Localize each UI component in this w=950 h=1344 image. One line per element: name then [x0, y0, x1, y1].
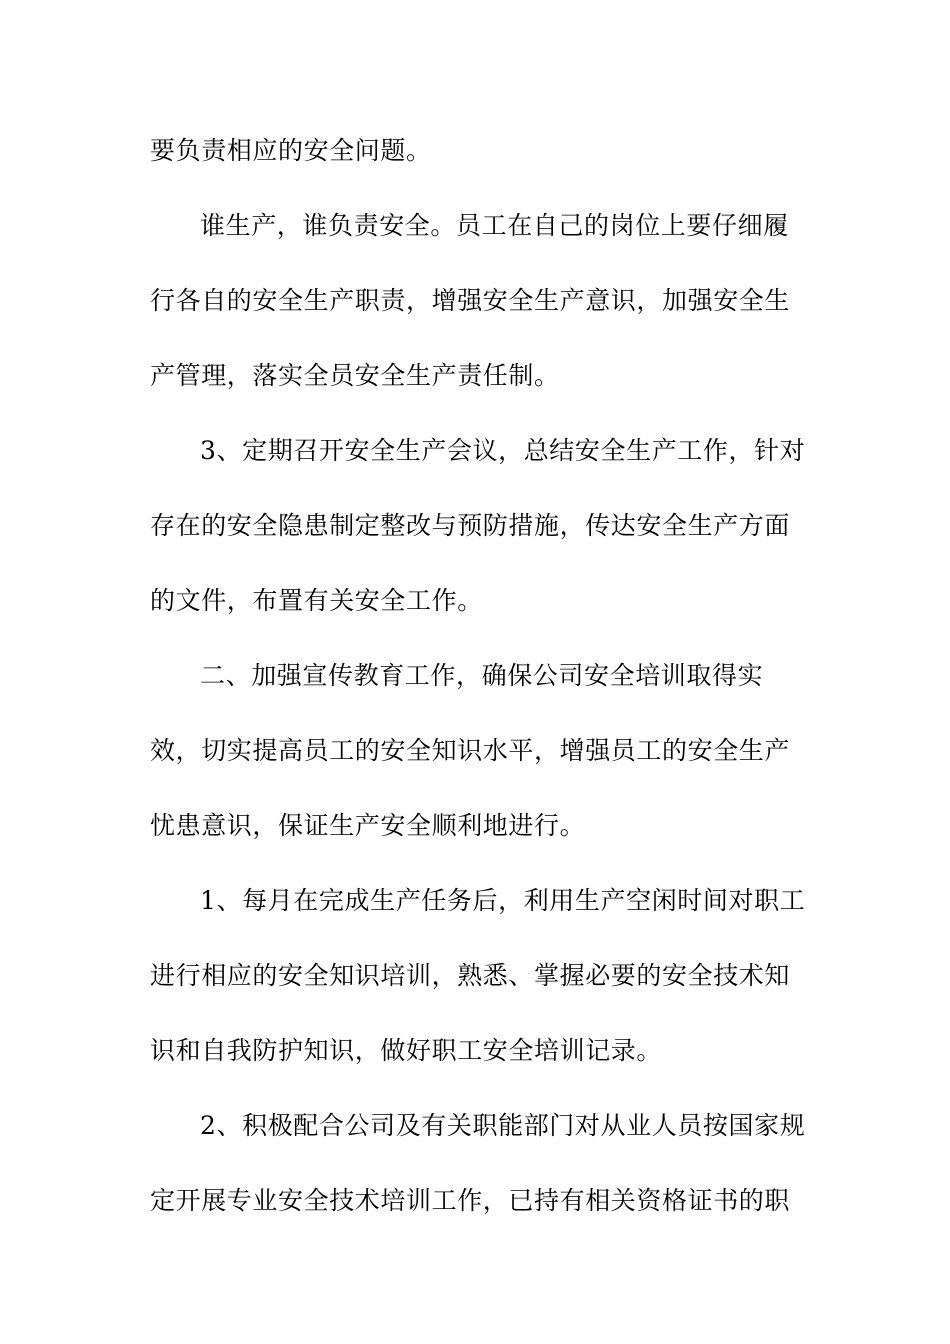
paragraph-start-line: 1、每月在完成生产任务后，利用生产空闲时间对职工 — [200, 886, 806, 915]
text-line: 的文件，布置有关安全工作。 — [150, 586, 483, 615]
document-body — [150, 126, 810, 1251]
text-line: 进行相应的安全知识培训，熟悉、掌握必要的安全技术知 — [150, 961, 791, 990]
text-line: 定开展专业安全技术培训工作，已持有相关资格证书的职 — [150, 1186, 791, 1215]
paragraph-start-line: 谁生产，谁负责安全。员工在自己的岗位上要仔细履 — [200, 211, 789, 240]
text-line: 存在的安全隐患制定整改与预防措施，传达安全生产方面 — [150, 511, 791, 540]
paragraph-start-line: 2、积极配合公司及有关职能部门对从业人员按国家规 — [200, 1111, 806, 1140]
text-line: 要负责相应的安全问题。 — [150, 136, 432, 165]
paragraph-start-line: 3、定期召开安全生产会议，总结安全生产工作，针对 — [200, 436, 806, 465]
text-line: 识和自我防护知识，做好职工安全培训记录。 — [150, 1036, 663, 1065]
text-line: 忧患意识，保证生产安全顺利地进行。 — [150, 811, 586, 840]
paragraph-start-line: 二、加强宣传教育工作，确保公司安全培训取得实 — [200, 661, 764, 690]
text-line: 行各自的安全生产职责，增强安全生产意识，加强安全生 — [150, 286, 791, 315]
text-line: 产管理，落实全员安全生产责任制。 — [150, 361, 560, 390]
text-line: 效，切实提高员工的安全知识水平，增强员工的安全生产 — [150, 736, 791, 765]
